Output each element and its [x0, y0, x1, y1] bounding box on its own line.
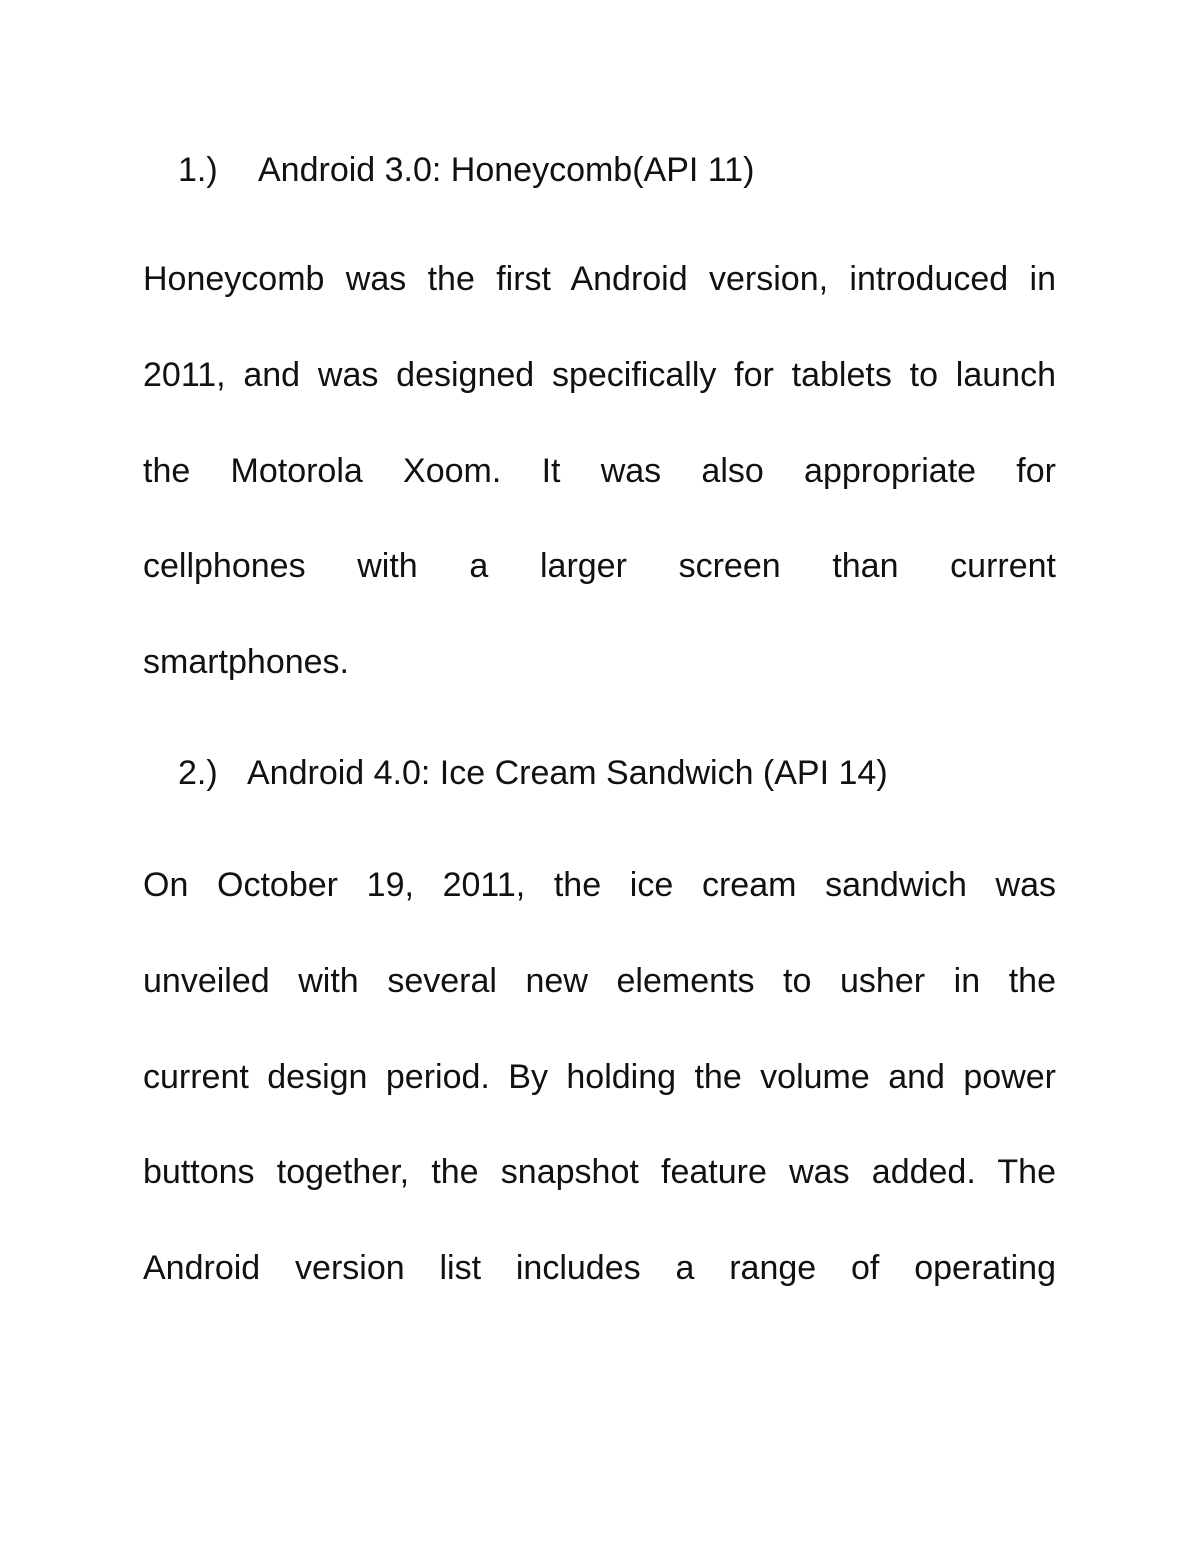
paragraph-line: current design period. By holding the volume and power	[143, 1058, 1056, 1096]
section-1-heading	[0, 150, 1200, 190]
paragraph-line: cellphones with a larger screen than current	[143, 547, 1056, 585]
paragraph-line: 2011, and was designed specifically for tablets to launch	[143, 356, 1056, 394]
section-1-title: Android 3.0: Honeycomb(API 11)	[258, 151, 755, 189]
paragraph-line: buttons together, the snapshot feature was added. The	[143, 1153, 1056, 1191]
paragraph-line: Android version list includes a range of operating	[143, 1249, 1056, 1287]
section-2-number: 2.)	[178, 754, 218, 792]
section-1-number: 1.)	[178, 151, 218, 189]
paragraph-line: the Motorola Xoom. It was also appropriate for	[143, 452, 1056, 490]
section-2-title: Android 4.0: Ice Cream Sandwich (API 14)	[247, 754, 888, 792]
paragraph-line: smartphones.	[143, 643, 349, 681]
paragraph-line: On October 19, 2011, the ice cream sandwich was	[143, 866, 1056, 904]
paragraph-line: unveiled with several new elements to usher in the	[143, 962, 1056, 1000]
paragraph-line: Honeycomb was the first Android version, introduced in	[143, 260, 1056, 298]
section-2-heading	[0, 753, 1200, 793]
